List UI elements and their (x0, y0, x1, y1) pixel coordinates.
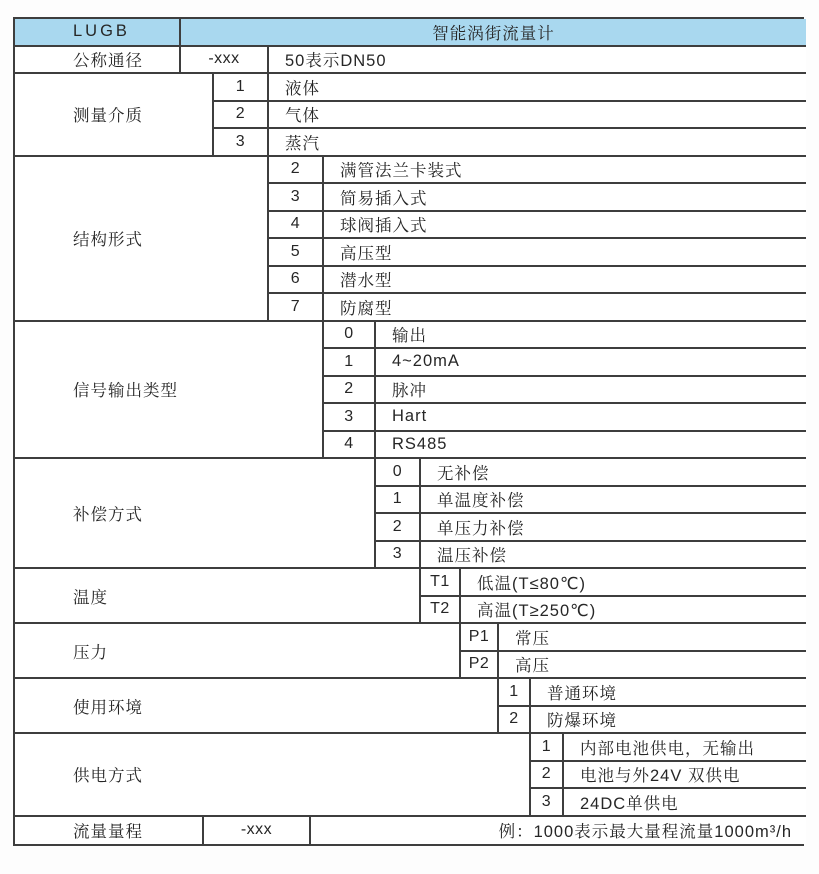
option-desc-cell: RS485 (376, 432, 806, 460)
option-code-cell: 2 (324, 377, 376, 405)
option-code-cell: 3 (324, 404, 376, 432)
option-code-cell: 2 (269, 157, 324, 185)
model-selection-table (13, 17, 804, 846)
option-code-cell: 7 (269, 294, 324, 322)
option-desc-cell: 高压型 (324, 239, 806, 267)
option-code-cell: T2 (421, 597, 461, 625)
option-desc-cell: 防腐型 (324, 294, 806, 322)
section-label-flow-range: 流量量程 (15, 817, 204, 845)
option-desc-cell: 50表示DN50 (269, 47, 806, 75)
option-code-cell: T1 (421, 569, 461, 597)
option-code-cell: 1 (499, 679, 531, 707)
option-desc-cell: 电池与外24V 双供电 (564, 762, 806, 790)
option-code-cell: 2 (376, 514, 421, 542)
option-desc-cell: 低温(T≤80℃) (461, 569, 806, 597)
section-label-power-supply: 供电方式 (15, 734, 531, 817)
option-code-cell: 0 (376, 459, 421, 487)
section-label-signal-output: 信号输出类型 (15, 322, 324, 460)
option-desc-cell: 液体 (269, 74, 806, 102)
option-code-cell: 3 (269, 184, 324, 212)
option-code-cell: 3 (531, 789, 564, 817)
option-code-cell: -xxx (181, 47, 269, 75)
option-code-cell: 6 (269, 267, 324, 295)
option-desc-cell: 高温(T≥250℃) (461, 597, 806, 625)
option-code-cell: 3 (376, 542, 421, 570)
option-desc-cell: 温压补偿 (421, 542, 806, 570)
option-desc-cell: 球阀插入式 (324, 212, 806, 240)
option-desc-cell: 气体 (269, 102, 806, 130)
option-desc-cell: 满管法兰卡装式 (324, 157, 806, 185)
option-code-cell: 2 (499, 707, 531, 735)
option-code-cell: 1 (531, 734, 564, 762)
option-desc-cell: 无补偿 (421, 459, 806, 487)
section-label-nominal-diameter: 公称通径 (15, 47, 181, 75)
option-desc-cell: 单温度补偿 (421, 487, 806, 515)
option-desc-cell: 高压 (499, 652, 806, 680)
option-desc-cell: 潜水型 (324, 267, 806, 295)
option-code-cell: 2 (531, 762, 564, 790)
option-code-cell: 1 (214, 74, 269, 102)
section-label-compensation: 补偿方式 (15, 459, 376, 569)
option-desc-cell: 普通环境 (531, 679, 806, 707)
option-code-cell: 1 (324, 349, 376, 377)
option-desc-cell: 4~20mA (376, 349, 806, 377)
option-desc-cell: 单压力补偿 (421, 514, 806, 542)
model-code-cell: LUGB (15, 19, 181, 47)
product-title-cell: 智能涡街流量计 (181, 19, 806, 47)
option-code-cell: -xxx (204, 817, 311, 845)
option-desc-cell: 例：1000表示最大量程流量1000m³/h (311, 817, 806, 845)
option-desc-cell: 蒸汽 (269, 129, 806, 157)
option-code-cell: 2 (214, 102, 269, 130)
option-desc-cell: 防爆环境 (531, 707, 806, 735)
option-desc-cell: 常压 (499, 624, 806, 652)
option-code-cell: 4 (269, 212, 324, 240)
option-desc-cell: 内部电池供电，无输出 (564, 734, 806, 762)
option-desc-cell: 输出 (376, 322, 806, 350)
option-desc-cell: 简易插入式 (324, 184, 806, 212)
section-label-temperature: 温度 (15, 569, 421, 624)
option-code-cell: 3 (214, 129, 269, 157)
option-code-cell: P1 (461, 624, 499, 652)
option-code-cell: 1 (376, 487, 421, 515)
option-desc-cell: Hart (376, 404, 806, 432)
section-label-structure: 结构形式 (15, 157, 269, 322)
option-code-cell: 4 (324, 432, 376, 460)
option-code-cell: P2 (461, 652, 499, 680)
option-desc-cell: 脉冲 (376, 377, 806, 405)
option-code-cell: 5 (269, 239, 324, 267)
option-code-cell: 0 (324, 322, 376, 350)
section-label-medium: 测量介质 (15, 74, 214, 157)
section-label-environment: 使用环境 (15, 679, 499, 734)
option-desc-cell: 24DC单供电 (564, 789, 806, 817)
section-label-pressure: 压力 (15, 624, 461, 679)
